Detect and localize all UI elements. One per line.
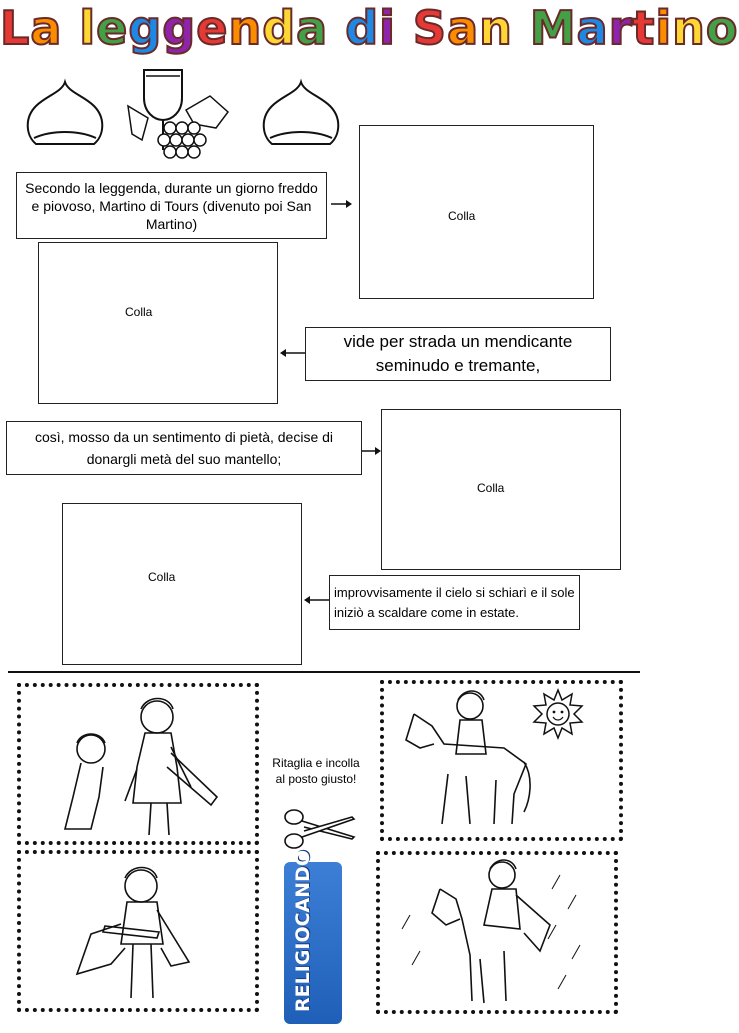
title-letter: t: [632, 1, 656, 55]
cutout-picture-beggar[interactable]: [17, 683, 259, 845]
story-text-2: [305, 327, 611, 381]
glue-box-3[interactable]: [381, 409, 621, 570]
scissors-icon: [282, 807, 358, 851]
page-title: [0, 1, 739, 55]
story-text-2-label: vide per strada un mendicante seminudo e tremante,: [343, 332, 573, 375]
glue-label: Colla: [477, 481, 505, 495]
title-letter: n: [228, 1, 263, 55]
glue-label: Colla: [125, 305, 153, 319]
story-text-3-label: così, mosso da un sentimento di pietà, decise di donargli metà del suo mantello;: [34, 429, 334, 467]
title-letter: d: [262, 1, 297, 55]
title-letter: e: [196, 1, 229, 55]
title-letter: [396, 1, 413, 55]
grapes-icon: [150, 112, 220, 164]
title-letter: r: [608, 1, 633, 55]
arrow-right-icon: [362, 446, 382, 456]
arrow-left-icon: [303, 595, 329, 605]
glue-box-2[interactable]: [38, 242, 278, 404]
cutout-picture-horse[interactable]: [380, 680, 623, 841]
logo-text: RELIGIOCANDO: [292, 849, 314, 1012]
title-letter: a: [30, 1, 63, 55]
cut-divider: [8, 671, 640, 673]
title-letter: l: [79, 1, 97, 55]
title-letter: o: [705, 1, 739, 55]
chestnut-icon: [260, 78, 342, 150]
story-text-3: [6, 421, 362, 475]
story-text-4: [329, 575, 580, 630]
title-letter: a: [296, 1, 329, 55]
title-letter: d: [345, 1, 380, 55]
glue-box-4[interactable]: [62, 503, 302, 665]
title-letter: [328, 1, 345, 55]
glue-box-1[interactable]: [359, 125, 594, 299]
story-text-1: [16, 172, 327, 239]
chestnut-icon: [24, 78, 106, 150]
title-letter: g: [162, 1, 197, 55]
arrow-left-icon: [279, 348, 305, 358]
cutout-picture-cloak[interactable]: [17, 850, 259, 1012]
title-letter: n: [672, 1, 706, 55]
story-text-4-label: improvvisamente il cielo si schiarì e il sole iniziò a scaldare come in estate.: [334, 584, 575, 620]
title-letter: a: [576, 1, 609, 55]
title-letter: S: [412, 1, 448, 55]
martin-cutting-cloak-illustration: [21, 854, 255, 1008]
sun-icon: [534, 690, 582, 738]
arrow-right-icon: [331, 199, 353, 209]
title-letter: e: [96, 1, 129, 55]
martin-on-horse-illustration: [384, 684, 619, 837]
title-letter: i: [379, 1, 396, 55]
title-letter: i: [655, 1, 673, 55]
martin-and-beggar-illustration: [21, 687, 255, 841]
glue-label: Colla: [448, 209, 476, 223]
title-letter: M: [529, 1, 577, 55]
title-letter: g: [128, 1, 163, 55]
cutout-picture-rain[interactable]: [376, 851, 618, 1014]
title-letter: n: [479, 1, 513, 55]
religiocando-logo: [284, 849, 342, 1024]
martin-in-rain-illustration: [380, 855, 614, 1010]
title-letter: L: [0, 1, 31, 55]
story-text-1-label: Secondo la leggenda, durante un giorno freddo e piovoso, Martino di Tours (divenuto poi San Martino): [25, 179, 318, 232]
title-letter: [62, 1, 79, 55]
glue-label: Colla: [148, 570, 176, 584]
cut-instruction: Ritaglia e incolla al posto giusto!: [272, 756, 360, 786]
title-letter: [513, 1, 530, 55]
title-letter: a: [447, 1, 480, 55]
